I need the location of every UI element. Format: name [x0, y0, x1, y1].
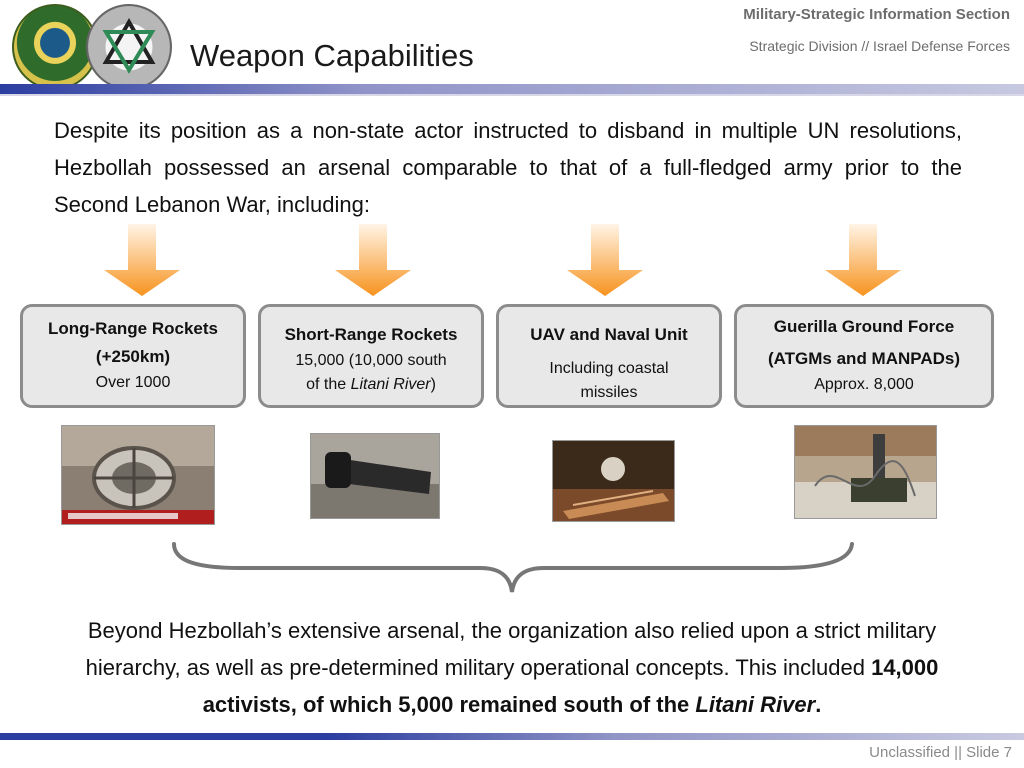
- ground-force-photo: [794, 425, 937, 519]
- idf-emblem: [86, 4, 172, 90]
- capability-uav-naval-unit: [496, 304, 722, 408]
- summary-paragraph: Beyond Hezbollah’s extensive arsenal, the organization also relied upon a strict military hierarchy, as well as pre-determined military operational concepts. This included 14,000 activists, of which 5,000 remained south of the Litani River.: [85, 618, 939, 717]
- division-label: Strategic Division // Israel Defense Forces: [749, 38, 1010, 54]
- header-bar: [0, 84, 1024, 94]
- capability-detail: Including coastal missiles: [549, 360, 669, 401]
- capability-title: Short-Range Rockets: [284, 325, 458, 344]
- capability-detail: Approx. 8,000: [814, 376, 914, 393]
- section-label: Military-Strategic Information Section: [743, 6, 1010, 23]
- footer-bar: [0, 733, 1024, 740]
- down-arrow-icon: [100, 224, 184, 296]
- capability-short-range-rockets: [258, 304, 484, 408]
- uav-naval-photo: [552, 440, 675, 522]
- capability-detail: Over 1000: [95, 374, 171, 391]
- capability-detail: 15,000 (10,000 south: [295, 352, 447, 369]
- capability-long-range-rockets: [20, 304, 246, 408]
- capability-title: Long-Range Rockets: [47, 319, 219, 338]
- capability-detail-line2: of the Litani River): [306, 376, 436, 393]
- header-divider: [0, 94, 1024, 96]
- grouping-brace: [160, 540, 860, 596]
- capability-subtitle: (+250km): [95, 347, 171, 366]
- capability-guerilla-ground-force: [734, 304, 994, 408]
- down-arrow-icon: [563, 224, 647, 296]
- down-arrow-icon: [331, 224, 415, 296]
- down-arrow-icon: [821, 224, 905, 296]
- short-range-rocket-photo: [310, 433, 440, 519]
- capability-title: UAV and Naval Unit: [530, 325, 688, 344]
- capability-subtitle: (ATGMs and MANPADs): [767, 349, 961, 368]
- slide-footer: Unclassified || Slide 7: [869, 744, 1012, 761]
- capability-title: Guerilla Ground Force: [773, 317, 955, 336]
- page-title: Weapon Capabilities: [190, 38, 474, 73]
- rocket-photo: [61, 425, 215, 525]
- intro-paragraph: Despite its position as a non-state actor instructed to disband in multiple UN resolutions, Hezbollah possessed an arsenal comparable to that of a full-fledged army prior to the Second Lebanon War, including:: [54, 118, 962, 217]
